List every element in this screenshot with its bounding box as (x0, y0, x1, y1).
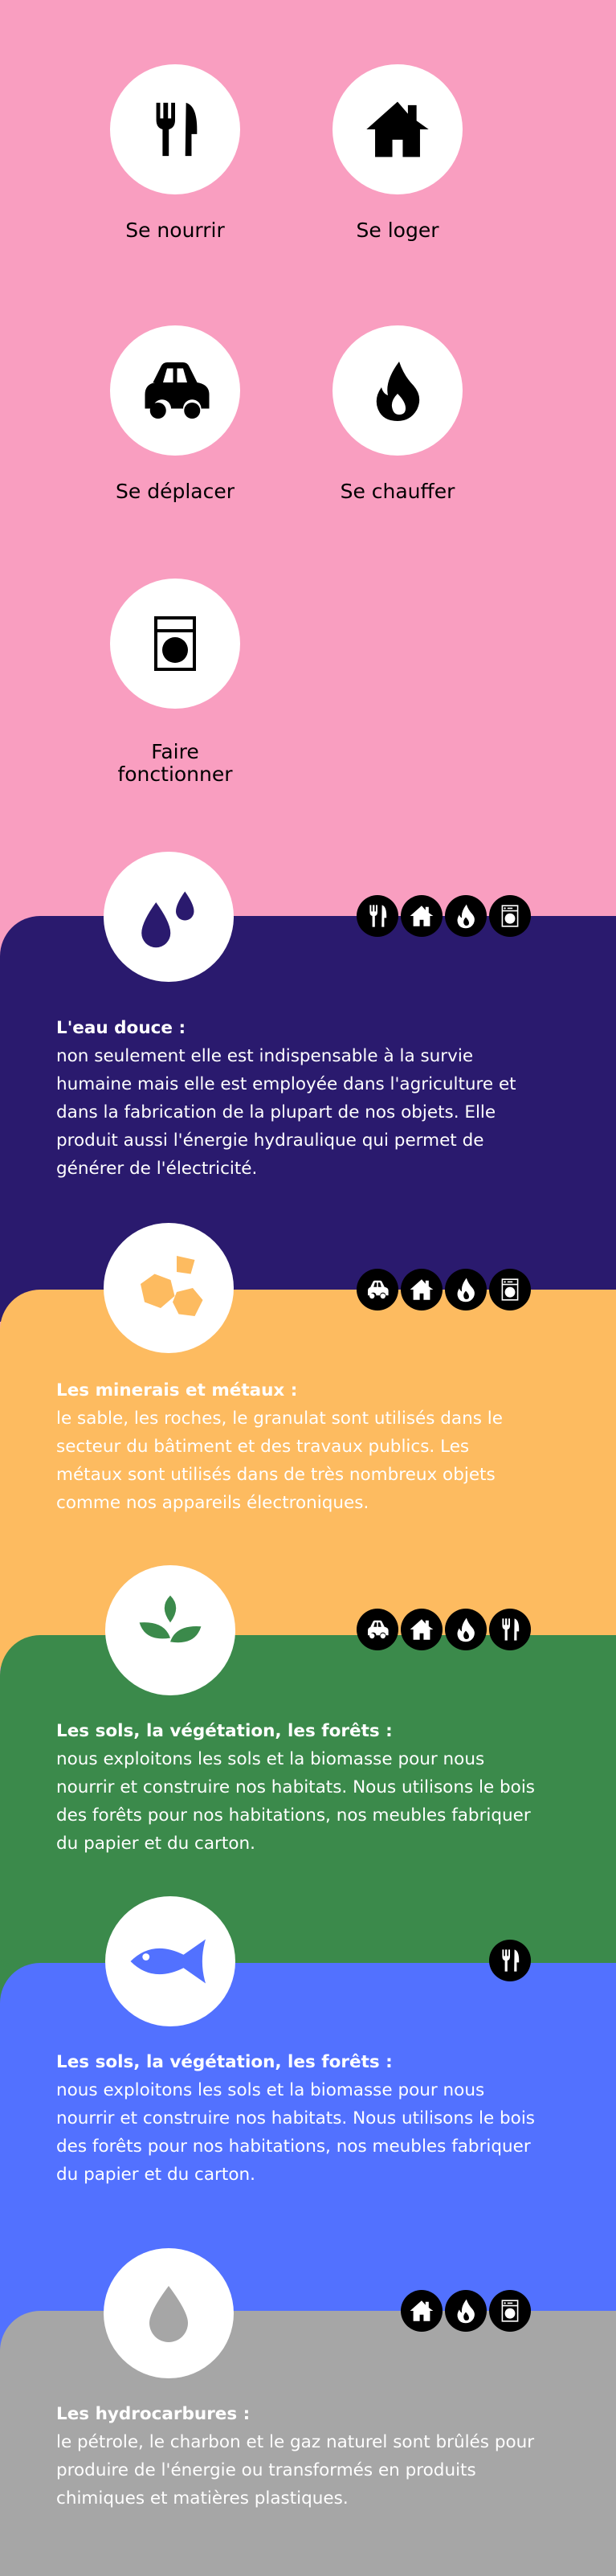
fish-icon (126, 1917, 214, 2006)
resource-description: nous exploitons les sols et la biomasse pour nous nourrir et construire nos habitats. Nous utilisons le bois des forêts pour nos habitations, nos meubles fabriquer du papier et du carton. (56, 1749, 535, 1854)
chip-washing-machine-icon (489, 1269, 531, 1310)
house-icon (409, 1617, 434, 1642)
resource-circle-eau (104, 852, 234, 982)
chip-flame-icon (445, 1269, 487, 1310)
chip-row-poisson (489, 1940, 531, 1981)
water-drops-icon (133, 881, 205, 953)
need-circle-nourrir (110, 64, 240, 194)
flame-icon (453, 903, 479, 929)
plant-icon (132, 1592, 209, 1669)
fork-knife-icon (365, 903, 390, 929)
chip-fork-knife-icon (489, 1940, 531, 1981)
house-icon (409, 903, 434, 929)
need-label-nourrir: Se nourrir (125, 219, 225, 242)
need-label-loger: Se loger (356, 219, 439, 242)
oil-drop-icon (137, 2281, 201, 2345)
resource-text-sols (56, 1717, 538, 1858)
resource-circle-hydrocarbures (104, 2248, 234, 2378)
resource-circle-minerais (104, 1223, 234, 1353)
resource-text-eau (56, 1014, 538, 1183)
house-icon (363, 95, 432, 164)
need-label-deplacer: Se déplacer (116, 480, 235, 503)
need-circle-fonctionner (110, 579, 240, 709)
resource-description: nous exploitons les sols et la biomasse pour nous nourrir et construire nos habitats. Nous utilisons le bois des forêts pour nos habitations, nos meubles fabriquer du papier et du carton. (56, 2080, 535, 2185)
car-icon (135, 350, 215, 431)
washing-machine-icon (497, 2298, 523, 2324)
flame-icon (453, 2298, 479, 2324)
resource-title: Les sols, la végétation, les forêts : (56, 2052, 393, 2072)
chip-row-minerais (357, 1269, 531, 1310)
resource-description: le sable, les roches, le granulat sont utilisés dans le secteur du bâtiment et des travaux publics. Les métaux sont utilisés dans de très nombreux objets comme nos appareils électroniques. (56, 1409, 503, 1513)
rocks-icon (129, 1248, 209, 1328)
chip-flame-icon (445, 1609, 487, 1650)
chip-flame-icon (445, 2290, 487, 2332)
resource-title: L'eau douce : (56, 1018, 186, 1038)
flame-icon (453, 1617, 479, 1642)
flame-icon (365, 358, 430, 423)
resource-description: le pétrole, le charbon et le gaz naturel sont brûlés pour produire de l'énergie ou transformés en produits chimiques et matières plastiques. (56, 2432, 535, 2509)
chip-row-sols (357, 1609, 531, 1650)
resource-title: Les minerais et métaux : (56, 1380, 298, 1400)
need-circle-chauffer (332, 325, 463, 456)
chip-row-hydrocarbures (401, 2290, 531, 2332)
washing-machine-icon (143, 611, 207, 676)
resource-text-hydrocarbures (56, 2400, 538, 2513)
house-icon (409, 1277, 434, 1302)
resource-title: Les hydrocarbures : (56, 2404, 251, 2424)
chip-house-icon (401, 1269, 443, 1310)
chip-house-icon (401, 2290, 443, 2332)
chip-fork-knife-icon (489, 1609, 531, 1650)
resource-text-poisson (56, 2048, 538, 2189)
resource-description: non seulement elle est indispensable à la survie humaine mais elle est employée dans l'agriculture et dans la fabrication de la plupart de nos objets. Elle produit aussi l'énergie hydraulique qui permet de générer de l'électricité. (56, 1046, 516, 1179)
washing-machine-icon (497, 1277, 523, 1302)
chip-row-eau (357, 895, 531, 937)
chip-house-icon (401, 1609, 443, 1650)
chip-fork-knife-icon (357, 895, 398, 937)
car-icon (365, 1277, 390, 1302)
chip-flame-icon (445, 895, 487, 937)
chip-washing-machine-icon (489, 2290, 531, 2332)
chip-car-icon (357, 1609, 398, 1650)
resource-circle-sols (105, 1565, 235, 1695)
washing-machine-icon (497, 903, 523, 929)
need-circle-deplacer (110, 325, 240, 456)
house-icon (409, 2298, 434, 2324)
fork-knife-icon (497, 1948, 523, 1973)
need-circle-loger (332, 64, 463, 194)
chip-washing-machine-icon (489, 895, 531, 937)
car-icon (365, 1617, 390, 1642)
chip-house-icon (401, 895, 443, 937)
chip-car-icon (357, 1269, 398, 1310)
resource-circle-poisson (105, 1896, 235, 2026)
need-label-chauffer: Se chauffer (340, 480, 455, 503)
resource-title: Les sols, la végétation, les forêts : (56, 1721, 393, 1741)
fork-knife-icon (144, 98, 206, 161)
fork-knife-icon (497, 1617, 523, 1642)
flame-icon (453, 1277, 479, 1302)
need-label-fonctionner: Faire fonctionner (117, 740, 233, 786)
resource-text-minerais (56, 1376, 538, 1517)
